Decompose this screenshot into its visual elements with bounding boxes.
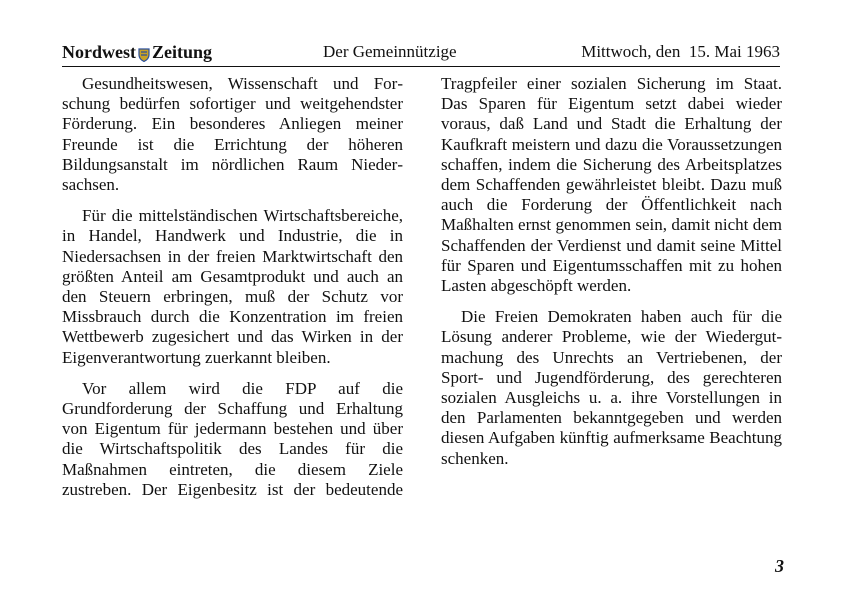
right-paragraph-1: Tragpfeiler einer sozialen Sicherung im Staat. Das Sparen für Eigentum setzt dabei wieder voraus, daß Land und Stadt die Erhaltung der Kaufkraft meistern und dazu die Voraussetzungen schaffen, indem die Sicherung des Arbeitsplatzes dem Schaffenden gewährleistet bleibt. Dazu muß auch die Forderung der Öffentlichkeit nach Maßhalten ernst genommen sein, damit nicht dem Schaffenden der Verdienst und damit seine Mittel für Sparen und Eigentumsschaffen mit zu hohen Lasten abgeschöpft werden.: [441, 74, 782, 296]
left-paragraph-2: Für die mittelständischen Wirtschaftsbereiche, in Handel, Handwerk und Industrie, die in Niedersachsen in der freien Marktwirtschaft den größten Anteil am Gesamtprodukt und auch an den Steuern erbringen, muß der Schutz vor Missbrauch durch die Konzentration im freien Wettbewerb zugesichert und das Wirken in der Eigenverantwortung zuerkannt bleiben.: [62, 206, 403, 367]
coat-of-arms-icon: [138, 46, 150, 60]
issue-date: Mittwoch, den 15. Mai 1963: [581, 42, 780, 61]
newspaper-logo: [62, 42, 212, 63]
left-paragraph-3: Vor allem wird die FDP auf die Grundforderung der Schaffung und Erhaltung von Eigentum für jedermann bestehen und über die Wirtschaftspolitik des Landes für die Maßnahmen eintreten, die diesem Ziele zustreben. Der Eigenbesitz ist der bedeutende: [62, 378, 403, 499]
left-column: [62, 74, 403, 511]
right-column: [441, 74, 782, 480]
logo-text-nordwest: Nordwest: [62, 42, 136, 62]
page-header: [62, 40, 780, 67]
logo-text-zeitung: Zeitung: [152, 42, 213, 62]
page-number: 3: [775, 556, 784, 576]
left-paragraph-1: Gesundheitswesen, Wissenschaft und Forschung bedürfen sofortiger und weitgehendster Förderung. Ein besonderes Anliegen meiner Freunde ist die Errichtung der höheren Bildungsanstalt im nördlichen Raum Niedersachsen.: [62, 74, 403, 195]
right-paragraph-2: Die Freien Demokraten haben auch für die Lösung anderer Probleme, wie der Wiedergutmachung des Unrechts an Vertriebenen, der Sport- und Jugendförderung, des gerechteren sozialen Ausgleichs u. a. ihre Vorstellungen in den Parlamenten bekanntgegeben und werden diesen Aufgaben künftig aufmerksame Beachtung schenken.: [441, 307, 782, 468]
section-title: Der Gemeinnützige: [323, 42, 457, 61]
